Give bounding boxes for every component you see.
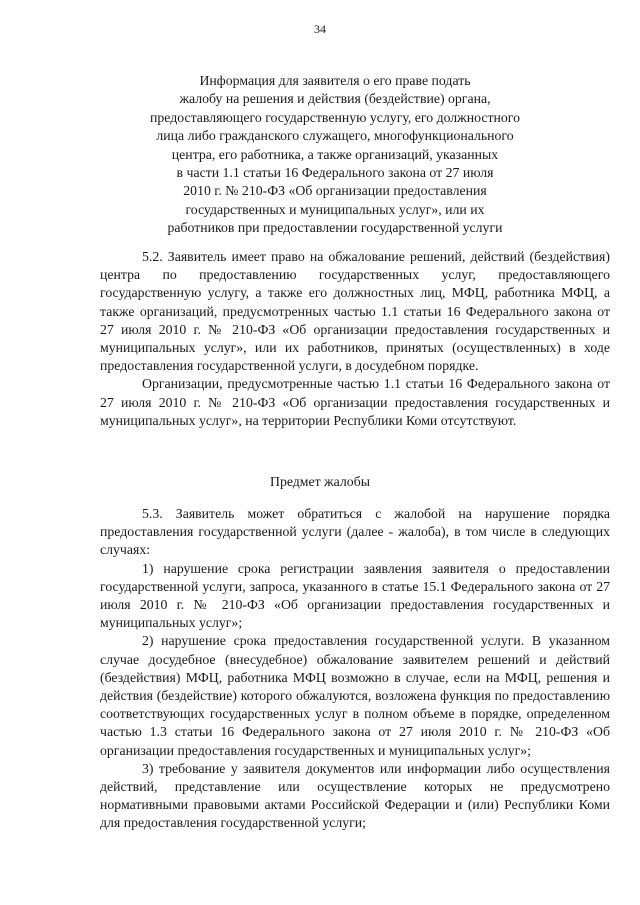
- list-item-3: 3) требование у заявителя документов или информации либо осуществления действий, представление или осуществление которых не предусмотрено нормативными правовыми актами Российской Федерации и (или) Республики Коми для предоставления государственной услуги;: [100, 760, 610, 831]
- heading-line: центра, его работника, а также организаций, указанных: [171, 146, 499, 162]
- heading-line: жалобу на решения и действия (бездействие) органа,: [179, 91, 491, 107]
- heading-line: государственных и муниципальных услуг», или их: [185, 201, 485, 217]
- heading-line: предоставляющего государственную услугу, его должностного: [149, 109, 520, 125]
- section-5-3: [100, 505, 610, 833]
- heading-line: 2010 г. № 210-ФЗ «Об организации предоставления: [183, 183, 487, 199]
- subject-heading: Предмет жалобы: [269, 474, 370, 489]
- heading-line: лица либо гражданского служащего, многофункционального: [156, 128, 514, 144]
- section-5-2: [100, 248, 610, 430]
- heading-line: работников при предоставлении государственной услуги: [167, 220, 503, 236]
- heading-line: в части 1.1 статьи 16 Федерального закона от 27 июля: [176, 165, 494, 181]
- paragraph-5-3: 5.3. Заявитель может обратиться с жалобой на нарушение порядка предоставления государственной услуги (далее - жалоба), в том числе в следующих случаях:: [100, 506, 610, 558]
- heading-line: Информация для заявителя о его праве подать: [199, 73, 471, 88]
- page-number: 34: [314, 22, 326, 36]
- paragraph-organizations: Организации, предусмотренные частью 1.1 статьи 16 Федерального закона от 27 июля 2010 г. № 210-ФЗ «Об организации предоставления государственных и муниципальных услуг», на территории Республики Коми отсутствуют.: [100, 376, 610, 428]
- paragraph-5-2: 5.2. Заявитель имеет право на обжалование решений, действий (бездействия) центра по предоставлению государственных услуг, предоставляющего государственную услугу, а также его должностных лиц, МФЦ, работника МФЦ, а также организаций, предусмотренных частью 1.1 статьи 16 Федерального закона от 27 июля 2010 г. № 210-ФЗ «Об организации предоставления государственных и муниципальных услуг», или их работников, принятых (осуществленных) в ходе предоставления государственной услуги, в досудебном порядке.: [100, 249, 610, 374]
- section-heading: [100, 72, 570, 238]
- list-item-2: 2) нарушение срока предоставления государственной услуги. В указанном случае досудебное (внесудебное) обжалование заявителем решений и действий (бездействия) МФЦ, работника МФЦ возможно в случае, если на МФЦ, решения и действия (бездействие) которого обжалуются, возложена функция по предоставлению соответствующих государственных услуг в полном объеме в порядке, определенном частью 1.3 статьи 16 Федерального закона от 27 июля 2010 г. № 210-ФЗ «Об организации предоставления государственных и муниципальных услуг»;: [100, 633, 610, 758]
- list-item-1: 1) нарушение срока регистрации заявления заявителя о предоставлении государственной услуги, запроса, указанного в статье 15.1 Федерального закона от 27 июля 2010 г. № 210-ФЗ «Об организации предоставления государственных и муниципальных услуг»;: [100, 560, 610, 631]
